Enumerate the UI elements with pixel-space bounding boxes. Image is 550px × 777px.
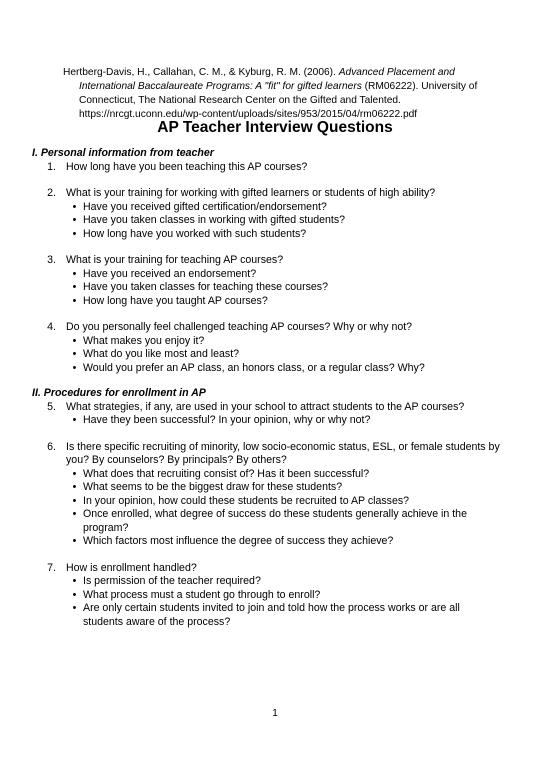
bullet-icon: •: [72, 414, 77, 426]
bullet-icon: •: [72, 508, 77, 520]
section-heading: II. Procedures for enrollment in AP: [32, 387, 206, 399]
question-item: [32, 321, 502, 335]
bullet-icon: •: [72, 361, 77, 374]
bullet-text: In your opinion, how could these students be recruited to AP classes?: [83, 494, 410, 507]
citation-line2: [63, 80, 493, 94]
citation-title-part2: International Baccalaureate Programs: A "fit" for gifted learners: [79, 81, 362, 92]
bullet-item: [32, 228, 502, 242]
bullet-item: [32, 281, 502, 295]
citation-publisher: Connecticut, The National Research Center on the Gifted and Talented.: [79, 95, 401, 106]
bullet-item: [32, 602, 502, 629]
page-number: 1: [272, 708, 278, 719]
bullet-icon: •: [72, 481, 77, 493]
bullet-item: [32, 508, 502, 535]
question-text: What is your training for teaching AP courses?: [66, 254, 284, 266]
spacer: [32, 241, 502, 254]
bullet-icon: •: [72, 348, 77, 360]
spacer: [32, 428, 502, 441]
spacer: [32, 549, 502, 562]
bullet-icon: •: [72, 334, 77, 347]
bullet-item: [32, 575, 502, 589]
question-number: 4.: [47, 321, 56, 333]
citation-report-number: (RM06222). University of: [361, 81, 478, 92]
bullet-text: What do you like most and least?: [83, 348, 240, 360]
question-item: [32, 562, 502, 576]
spacer: [32, 629, 502, 642]
bullet-item: [32, 589, 502, 603]
bullet-item: [32, 348, 502, 362]
spacer: [32, 308, 502, 321]
question-number: 5.: [47, 400, 56, 413]
question-number: 6.: [47, 440, 56, 453]
bullet-text: Have you received an endorsement?: [83, 267, 257, 280]
bullet-text: Would you prefer an AP class, an honors class, or a regular class? Why?: [83, 361, 425, 374]
citation-authors: Hertberg-Davis, H., Callahan, C. M., & Kyburg, R. M. (2006).: [63, 67, 339, 78]
bullet-text: Are only certain students invited to join and told how the process works or are all students aware of the process?: [83, 602, 460, 628]
bullet-text: What makes you enjoy it?: [83, 334, 205, 347]
bullet-item: [32, 201, 502, 215]
bullet-text: Have you taken classes for teaching these courses?: [83, 281, 328, 293]
bullet-item: [32, 268, 502, 282]
bullet-text: Is permission of the teacher required?: [83, 575, 261, 587]
question-item: [32, 401, 502, 415]
bullet-item: [32, 295, 502, 309]
bullet-item: [32, 414, 502, 428]
citation-url: https://nrcgt.uconn.edu/wp-content/uploads/sites/953/2015/04/rm06222.pdf: [79, 109, 418, 120]
section-heading: I. Personal information from teacher: [32, 147, 214, 159]
bullet-item: [32, 495, 502, 509]
bullet-icon: •: [72, 214, 77, 226]
bullet-item: [32, 362, 502, 376]
bullet-text: What does that recruiting consist of? Has it been successful?: [83, 467, 370, 480]
question-item: [32, 441, 502, 468]
bullet-text: Have they been successful? In your opinion, why or why not?: [83, 414, 371, 426]
question-number: 3.: [47, 254, 56, 266]
question-text: How is enrollment handled?: [66, 561, 197, 574]
question-item: [32, 254, 502, 268]
bullet-icon: •: [72, 267, 77, 280]
bullet-icon: •: [72, 588, 77, 601]
bullet-icon: •: [72, 227, 77, 240]
question-text: What is your training for working with gifted learners or students of high ability?: [66, 187, 436, 199]
bullet-item: [32, 335, 502, 349]
bullet-icon: •: [72, 494, 77, 507]
bullet-text: What seems to be the biggest draw for these students?: [83, 481, 343, 493]
bullet-text: Have you received gifted certification/endorsement?: [83, 200, 327, 213]
bullet-text: Have you taken classes in working with gifted students?: [83, 214, 346, 226]
question-item: [32, 161, 502, 175]
question-number: 7.: [47, 561, 56, 574]
bullet-icon: •: [72, 294, 77, 307]
page-title: AP Teacher Interview Questions: [157, 119, 393, 136]
bullet-item: [32, 535, 502, 549]
question-number: 1.: [47, 160, 56, 173]
bullet-text: What process must a student go through to enroll?: [83, 588, 321, 601]
question-text: What strategies, if any, are used in your school to attract students to the AP courses?: [66, 400, 465, 413]
question-text: Is there specific recruiting of minority, low socio-economic status, ESL, or female students by you? By counselors? By principals? By others?: [66, 440, 500, 466]
bullet-item: [32, 468, 502, 482]
bullet-icon: •: [72, 281, 77, 293]
spacer: [32, 174, 502, 187]
bullet-icon: •: [72, 535, 77, 547]
question-text: Do you personally feel challenged teaching AP courses? Why or why not?: [66, 321, 413, 333]
question-text: How long have you been teaching this AP courses?: [66, 160, 308, 173]
bullet-text: Once enrolled, what degree of success do these students generally achieve in the program?: [83, 508, 467, 534]
bullet-item: [32, 481, 502, 495]
bullet-icon: •: [72, 467, 77, 480]
question-list: [32, 147, 502, 642]
bullet-text: How long have you worked with such students?: [83, 227, 307, 240]
question-item: [32, 187, 502, 201]
citation: [63, 66, 493, 122]
bullet-icon: •: [72, 602, 77, 614]
bullet-text: How long have you taught AP courses?: [83, 294, 268, 307]
bullet-icon: •: [72, 575, 77, 587]
bullet-item: [32, 214, 502, 228]
bullet-text: Which factors most influence the degree of success they achieve?: [83, 535, 394, 547]
question-number: 2.: [47, 187, 56, 199]
bullet-icon: •: [72, 200, 77, 213]
citation-title-part1: Advanced Placement and: [338, 67, 455, 78]
